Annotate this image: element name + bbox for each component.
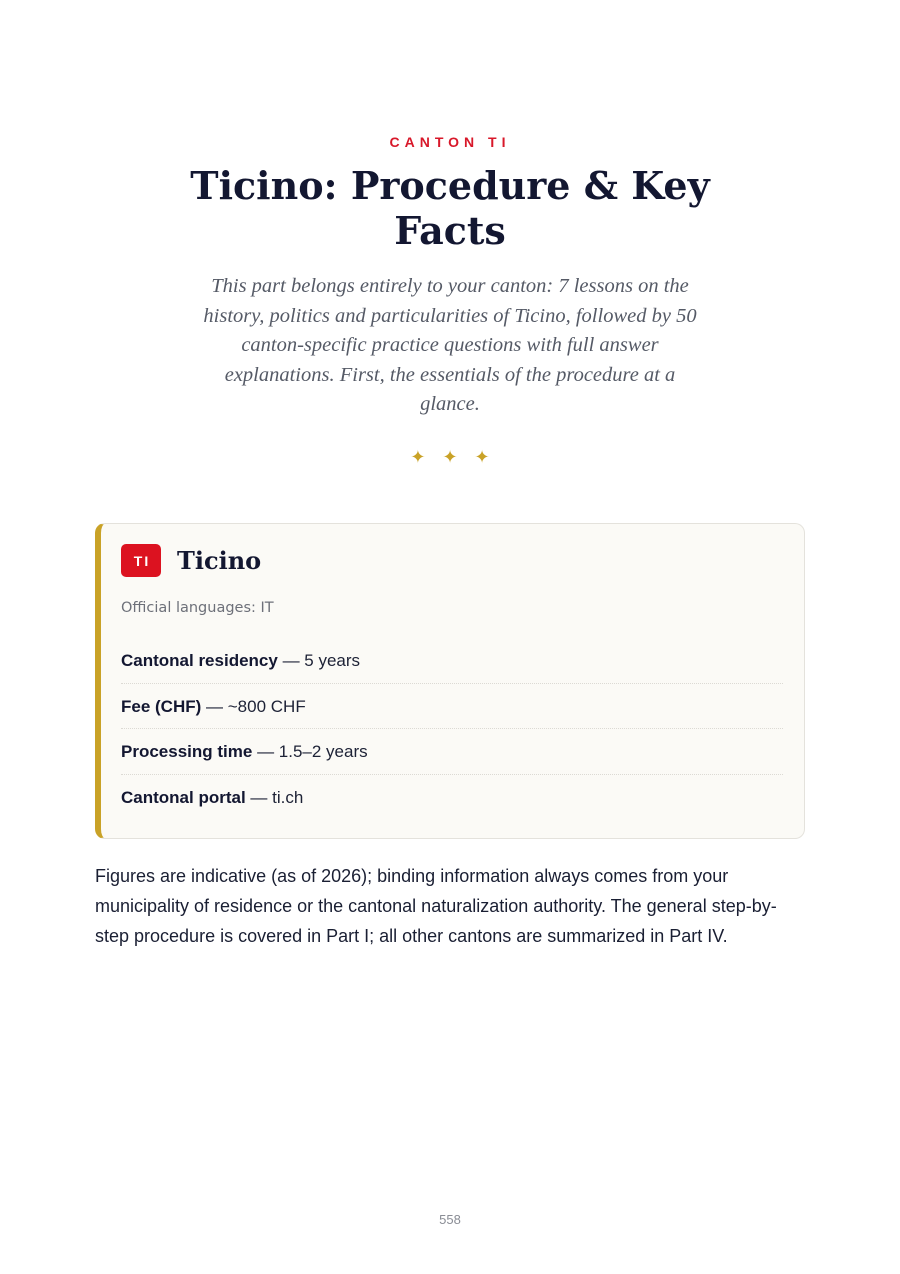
fact-label: Cantonal portal [121, 787, 246, 807]
facts-list [121, 638, 783, 820]
canton-facts-card [95, 523, 805, 839]
fact-label: Processing time [121, 742, 253, 761]
fact-separator: — [250, 787, 268, 807]
page-title: Ticino: Procedure & Key Facts [190, 163, 710, 253]
fact-label: Cantonal residency [121, 651, 278, 670]
fact-separator: — [282, 651, 300, 670]
fact-label: Fee (CHF) [121, 696, 202, 716]
fact-value: 1.5–2 years [278, 742, 368, 761]
fact-separator: — [206, 696, 224, 716]
canton-code-badge: TI [121, 544, 161, 577]
fact-row-processing-time [121, 729, 783, 775]
fact-separator: — [257, 742, 275, 761]
section-kicker: CANTON TI [389, 134, 511, 150]
canton-name: Ticino [177, 546, 262, 575]
fact-row-portal [121, 775, 783, 821]
fact-value: 5 years [304, 651, 361, 670]
fact-value: ~800 CHF [227, 696, 306, 716]
fact-row-residency [121, 638, 783, 684]
fact-value: ti.ch [272, 787, 304, 807]
star-divider-icon: ✦✦✦ [410, 447, 507, 468]
card-header [121, 544, 261, 577]
fact-row-fee [121, 684, 783, 730]
official-languages: Official languages: IT [121, 600, 274, 616]
intro-paragraph: This part belongs entirely to your canton: 7 lessons on the history, politics and particularities of Ticino, followed by 50 canton-specific practice questions with full answer explanations. First, the essentials of the procedure at a glance. [203, 275, 697, 415]
disclaimer-paragraph: Figures are indicative (as of 2026); binding information always comes from your municipality of residence or the cantonal naturalization authority. The general step-by-step procedure is covered in Part I; all other cantons are summarized in Part IV. [95, 866, 777, 946]
page-number: 558 [439, 1212, 461, 1227]
